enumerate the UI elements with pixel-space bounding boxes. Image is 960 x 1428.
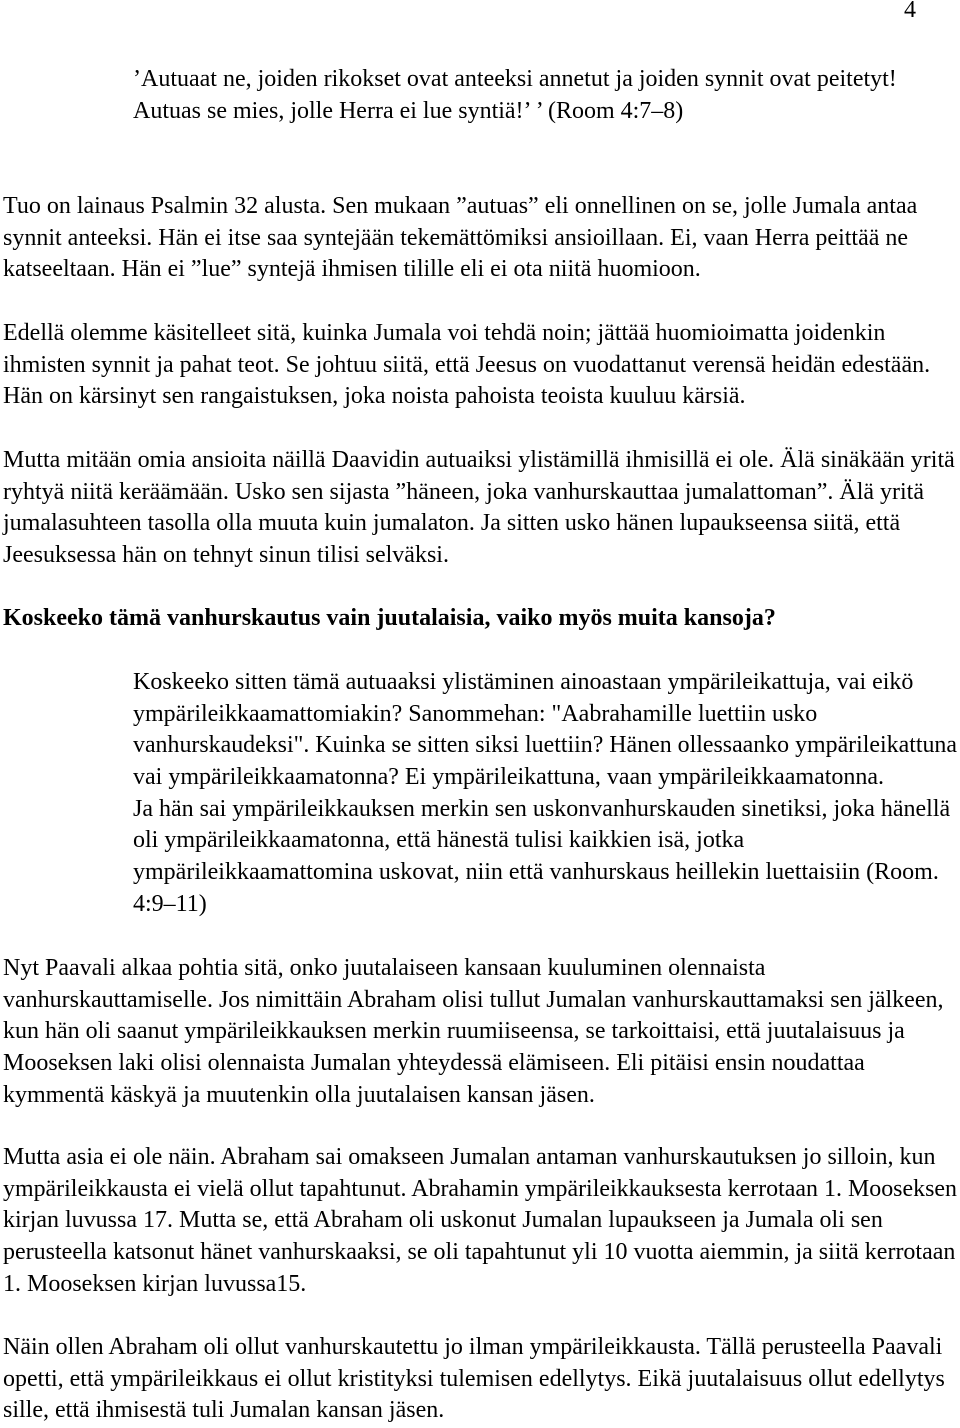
scripture-line: 4:9–11) <box>133 890 207 917</box>
paragraph-line: Hän on kärsinyt sen rangaistuksen, joka noista pahoista teoista kuuluu kärsiä. <box>3 383 746 410</box>
quote-line: Autuas se mies, jolle Herra ei lue syntiä!’ ’ (Room 4:7–8) <box>133 97 684 124</box>
paragraph-line: katseeltaan. Hän ei ”lue” syntejä ihmisen tilille eli ei ota niitä huomioon. <box>3 256 701 283</box>
scripture-quote <box>133 667 960 921</box>
paragraph-line: synnit anteeksi. Hän ei itse saa syntejään tekemättömiksi ansioillaan. Ei, vaan Herra peittää ne <box>3 224 909 251</box>
paragraph-line: vanhurskauttamiselle. Jos nimittäin Abraham olisi tullut Jumalan vanhurskauttamaksi sen jälkeen, <box>3 986 944 1013</box>
paragraph-line: kymmentä käskyä ja muutenkin olla juutalaisen kansan jäsen. <box>3 1081 595 1108</box>
scripture-line: vanhurskaudeksi". Kuinka se sitten siksi luettiin? Hänen ollessaanko ympärileikattuna <box>133 732 957 759</box>
paragraph-line: Mutta asia ei ole näin. Abraham sai omakseen Jumalan antaman vanhurskautuksen jo silloin, kun <box>3 1144 936 1170</box>
paragraph-line: ryhtyä niitä keräämään. Usko sen sijasta ”häneen, joka vanhurskauttaa jumalattoman”. Älä yritä <box>3 478 924 505</box>
paragraph-line: perusteella katsonut hänet vanhurskaaksi, se oli tapahtunut yli 10 vuotta aiemmin, ja siitä kerrotaan <box>3 1239 956 1266</box>
section-heading <box>3 603 776 635</box>
paragraph <box>3 1332 945 1427</box>
scripture-line: oli ympärileikkaamatonna, että hänestä tulisi kaikkien isä, jotka <box>133 827 745 854</box>
paragraph-line: ympärileikkausta ei vielä ollut tapahtunut. Abrahamin ympärileikkauksesta kerrotaan 1. Mooseksen <box>3 1175 957 1202</box>
paragraph-line: Mutta mitään omia ansioita näillä Daavidin autuaiksi ylistämillä ihmisillä ei ole. Älä sinäkään yritä <box>3 447 955 473</box>
heading-text: Koskeeko tämä vanhurskautus vain juutalaisia, vaiko myös muita kansoja? <box>3 605 776 631</box>
paragraph-line: Mooseksen laki olisi olennaista Jumalan yhteydessä elämiseen. Eli pitäisi ensin noudattaa <box>3 1050 865 1077</box>
paragraph-line: Jeesuksessa hän on tehnyt sinun tilisi selväksi. <box>3 542 449 569</box>
scripture-line: Ja hän sai ympärileikkauksen merkin sen uskonvanhurskauden sinetiksi, joka hänellä <box>133 795 951 822</box>
paragraph-line: Näin ollen Abraham oli ollut vanhurskautettu jo ilman ympärileikkausta. Tällä perusteella Paavali <box>3 1334 943 1360</box>
paragraph-line: jumalasuhteen tasolla olla muuta kuin jumalaton. Ja sitten usko hänen lupaukseensa siitä, että <box>3 510 901 537</box>
paragraph-line: 1. Mooseksen kirjan luvussa15. <box>3 1270 307 1297</box>
page-number: 4 <box>904 0 916 23</box>
paragraph-line: ihmisten synnit ja pahat teot. Se johtuu siitä, että Jeesus on vuodattanut verensä heidän edestään. <box>3 351 931 378</box>
scripture-line: ympärileikkaamattomina uskovat, niin että vanhurskaus heillekin luettaisiin (Room. <box>133 859 939 886</box>
paragraph <box>3 1142 959 1300</box>
scripture-line: vai ympärileikkaamatonna? Ei ympärileikattuna, vaan ympärileikkaamatonna. <box>133 764 885 791</box>
bible-quote <box>133 64 897 127</box>
paragraph <box>3 445 955 572</box>
paragraph-line: sille, että ihmisestä tuli Jumalan kansan jäsen. <box>3 1397 445 1424</box>
paragraph <box>3 953 944 1111</box>
scripture-line: ympärileikkaamattomiakin? Sanommehan: "Aabrahamille luettiin usko <box>133 700 818 727</box>
paragraph-line: kun hän oli saanut ympärileikkauksen merkin ruumiiseensa, se tarkoittaisi, että juutalaisuus ja <box>3 1018 905 1045</box>
quote-line: ’Autuaat ne, joiden rikokset ovat anteeksi annetut ja joiden synnit ovat peitetyt! <box>133 66 897 92</box>
paragraph-line: Tuo on lainaus Psalmin 32 alusta. Sen mukaan ”autuas” eli onnellinen on se, jolle Jumala antaa <box>3 193 918 219</box>
paragraph-line: opetti, että ympärileikkaus ei ollut kristityksi tulemisen edellytys. Eikä juutalaisuus ollut edellytys <box>3 1365 945 1392</box>
paragraph-line: kirjan luvussa 17. Mutta se, että Abraham oli uskonut Jumalan lupaukseen ja Jumala oli sen <box>3 1207 883 1234</box>
paragraph-line: Nyt Paavali alkaa pohtia sitä, onko juutalaiseen kansaan kuuluminen olennaista <box>3 955 766 981</box>
paragraph <box>3 191 917 286</box>
paragraph <box>3 318 930 413</box>
paragraph-line: Edellä olemme käsitelleet sitä, kuinka Jumala voi tehdä noin; jättää huomioimatta joidenkin <box>3 320 886 346</box>
scripture-line: Koskeeko sitten tämä autuaaksi ylistäminen ainoastaan ympärileikattuja, vai eikö <box>133 669 914 695</box>
